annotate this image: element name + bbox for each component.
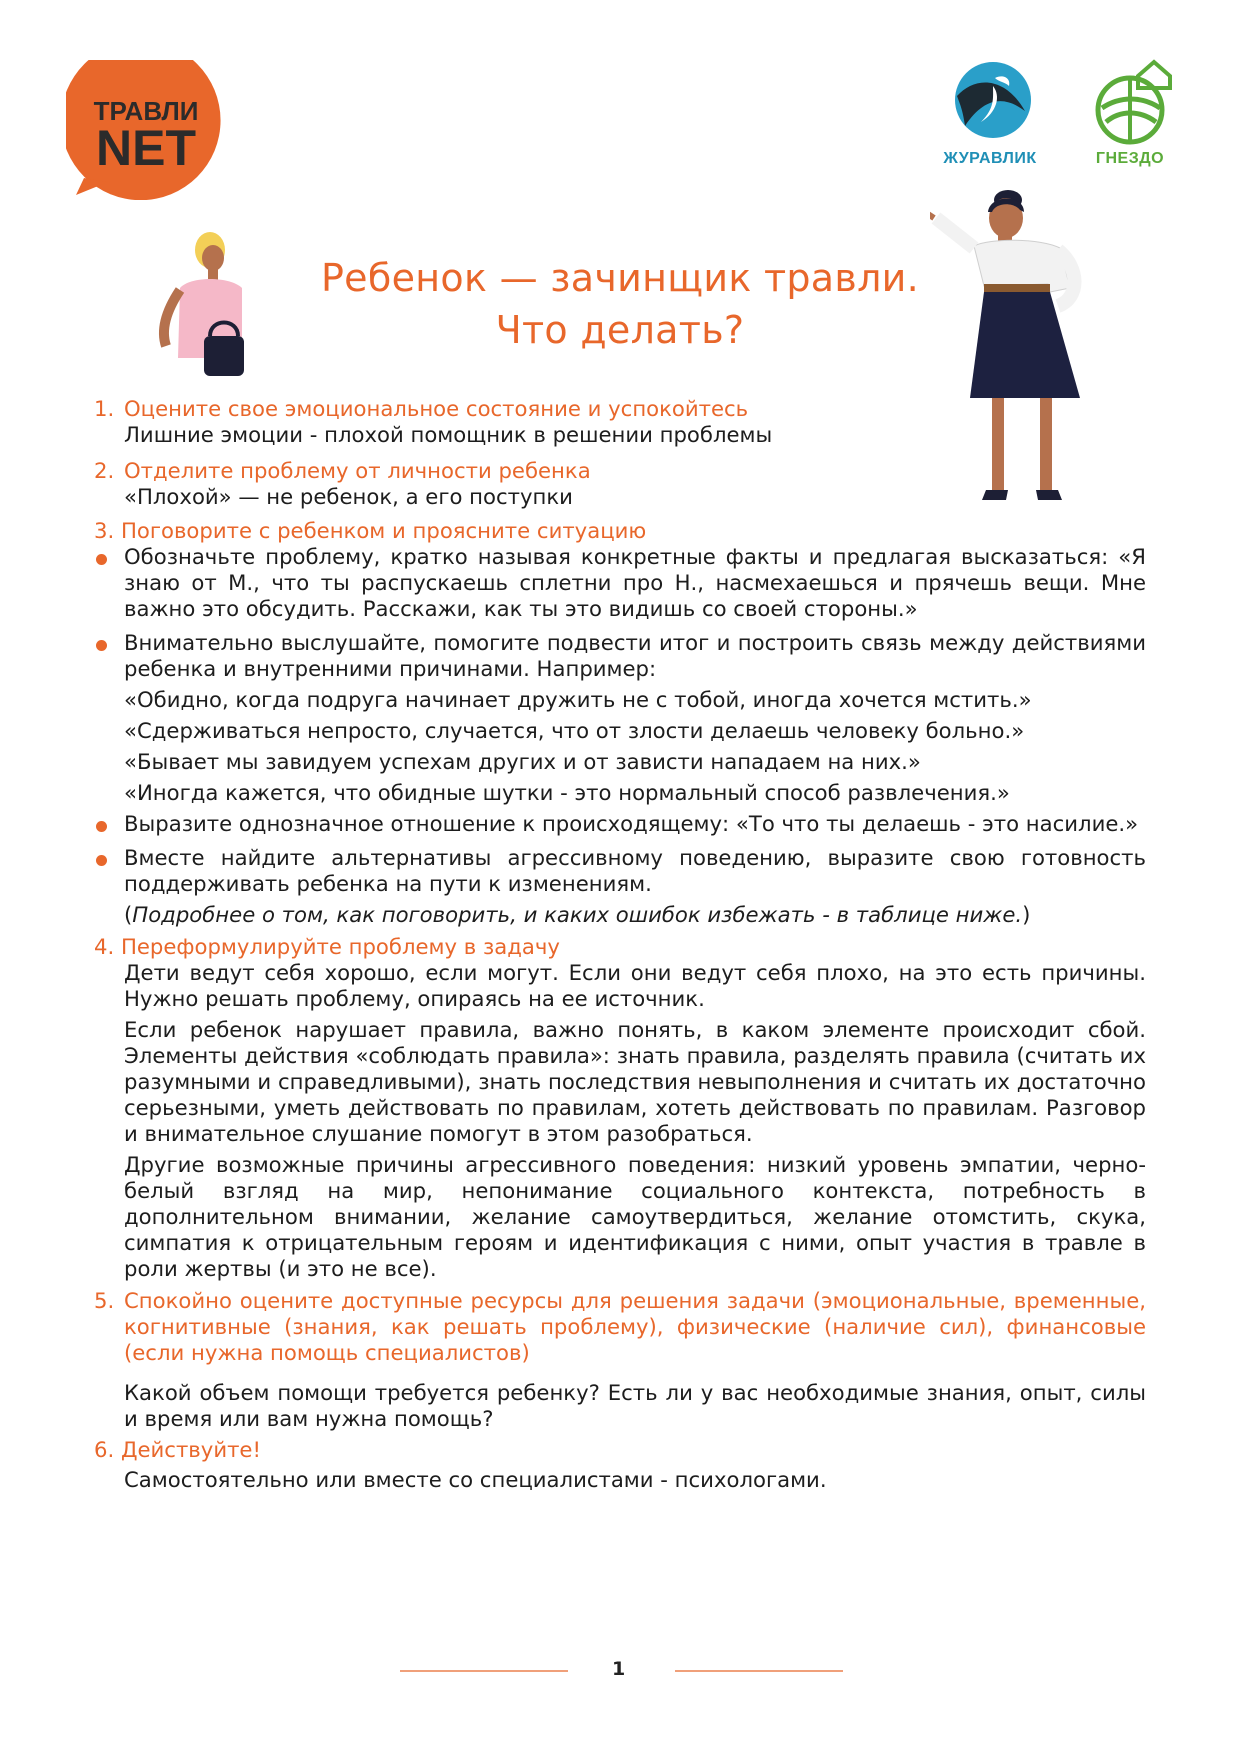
gnezdo-logo	[1080, 56, 1180, 166]
list-item	[94, 544, 1146, 622]
bullet-icon	[96, 554, 107, 565]
section-3	[94, 518, 1146, 928]
section-2-heading	[94, 458, 1146, 484]
woman-with-bag-illustration	[150, 228, 260, 388]
section-1-text: Лишние эмоции - плохой помощник в решении проблемы	[124, 422, 773, 447]
footer-divider-left	[400, 1670, 568, 1672]
section-3-heading: 3. Поговорите с ребенком и проясните ситуацию	[94, 518, 647, 543]
section-1	[94, 396, 1146, 448]
example-quote: «Сдерживаться непросто, случается, что от злости делаешь человеку больно.»	[124, 718, 1025, 743]
note-text: Подробнее о том, как поговорить, и каких ошибок избежать - в таблице ниже.	[132, 902, 1023, 927]
section-4-paragraph-1: Дети ведут себя хорошо, если могут. Если они ведут себя плохо, на это есть причины. Нужно решать проблему, опираясь на ее источник.	[124, 960, 1146, 1011]
bullet-text: Внимательно выслушайте, помогите подвести итог и построить связь между действиями ребенка и внутренними причинами. Например:	[124, 630, 1146, 681]
logo-travli-text: ТРАВЛИ	[93, 96, 199, 126]
page-title	[270, 252, 970, 356]
bullet-icon	[96, 821, 107, 832]
section-2-title: Отделите проблему от личности ребенка	[124, 458, 591, 483]
section-5-title: Спокойно оцените доступные ресурсы для решения задачи (эмоциональные, временные, когнитивные (знания, как решать проблему), физические (наличие сил), финансовые (если нужна помощь специалистов)	[124, 1288, 1146, 1365]
example-quote: «Иногда кажется, что обидные шутки - это нормальный способ развлечения.»	[124, 780, 1010, 805]
list-item	[94, 845, 1146, 897]
title-line-2: Что делать?	[495, 308, 745, 352]
section-2	[94, 458, 1146, 510]
example-quote: «Обидно, когда подруга начинает дружить не с тобой, иногда хочется мстить.»	[124, 687, 1032, 712]
footer-divider-right	[675, 1670, 843, 1672]
gnezdo-caption: ГНЕЗДО	[1095, 150, 1165, 167]
section-6-text: Самостоятельно или вместе со специалистами - психологами.	[124, 1467, 827, 1492]
section-1-title: Оцените свое эмоциональное состояние и успокойтесь	[124, 396, 749, 421]
main-content	[94, 396, 1146, 1498]
section-2-text: «Плохой» — не ребенок, а его поступки	[124, 484, 573, 509]
example-quote: «Бывает мы завидуем успехам других и от зависти нападаем на них.»	[124, 749, 921, 774]
nest-house-icon	[1080, 56, 1180, 146]
section-4-paragraph-2: Если ребенок нарушает правила, важно понять, в каком элементе происходит сбой. Элементы действия «соблюдать правила»: знать правила, разделять правила (считать их разумными и справедливыми), знать последствия невыполнения и считать их достаточно серьезными, уметь действовать по правилам, хотеть действовать по правилам. Разговор и внимательное слушание помогут в этом разобраться.	[124, 1017, 1146, 1146]
bullet-icon	[96, 855, 107, 866]
section-4	[94, 934, 1146, 1282]
crane-icon	[935, 56, 1045, 146]
section-5-number: 5.	[94, 1288, 115, 1313]
section-5-text: Какой объем помощи требуется ребенку? Есть ли у вас необходимые знания, опыт, силы и время или вам нужна помощь?	[124, 1380, 1146, 1431]
bullet-text: Обозначьте проблему, кратко называя конкретные факты и предлагая высказаться: «Я знаю от М., что ты распускаешь сплетни про Н., насмехаешься и прячешь вещи. Мне важно это обсудить. Расскажи, как ты это видишь со своей стороны.»	[124, 544, 1146, 621]
logo-net-text: NET	[96, 120, 196, 176]
section-1-number: 1.	[94, 396, 115, 421]
zhuravlik-caption: ЖУРАВЛИК	[943, 150, 1037, 167]
title-line-1: Ребенок — зачинщик травли.	[320, 256, 920, 300]
section-4-paragraph-3: Другие возможные причины агрессивного поведения: низкий уровень эмпатии, черно-белый взгляд на мир, непонимание социального контекста, потребность в дополнительном внимании, желание самоутвердиться, желание отомстить, скука, симпатия к отрицательным героям и идентификация с ними, опыт участия в травле в роли жертвы (и это не все).	[124, 1152, 1146, 1281]
travli-net-logo	[66, 60, 236, 200]
section-2-number: 2.	[94, 458, 115, 483]
bullet-text: Вместе найдите альтернативы агрессивному поведению, выразите свою готовность поддерживать ребенка на пути к изменениям.	[124, 845, 1146, 896]
list-item	[94, 811, 1146, 837]
bullet-icon	[96, 640, 107, 651]
section-4-heading: 4. Переформулируйте проблему в задачу	[94, 934, 560, 959]
page-number: 1	[612, 1658, 626, 1680]
zhuravlik-logo	[935, 56, 1045, 166]
section-5	[94, 1288, 1146, 1432]
bullet-text: Выразите однозначное отношение к происходящему: «То что ты делаешь - это насилие.»	[124, 811, 1139, 836]
section-6-heading: 6. Действуйте!	[94, 1437, 261, 1462]
list-item	[94, 630, 1146, 682]
section-1-heading	[94, 396, 1146, 422]
section-5-heading	[94, 1288, 1146, 1366]
table-reference-note: (Подробнее о том, как поговорить, и каких ошибок избежать - в таблице ниже.)	[124, 902, 1031, 927]
section-6	[94, 1437, 1146, 1493]
